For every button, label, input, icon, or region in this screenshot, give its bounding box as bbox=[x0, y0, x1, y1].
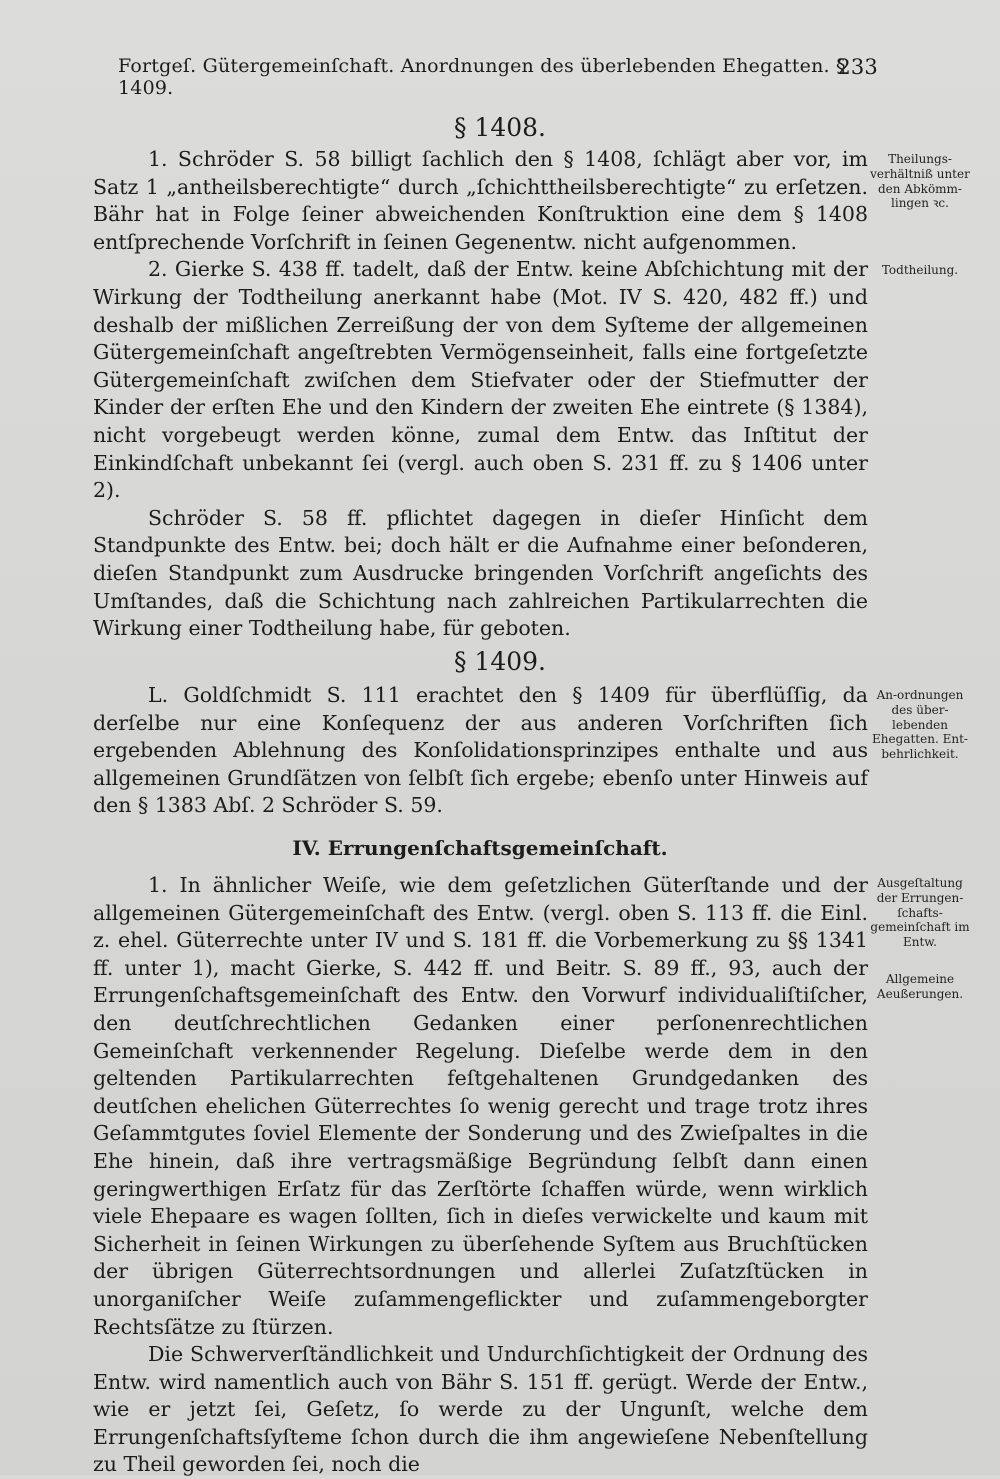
paragraph: 1. Schröder S. 58 billigt ſachlich den § 1408, ſchlägt aber vor, im Satz 1 „antheilsberechtigte“ durch „ſchichttheilsberechtigte“ zu erſetzen. Bähr hat in Folge ſeiner abweichenden Konſtruktion eine dem § 1408 entſprechende Vorſchrift in ſeinen Gegenentw. nicht aufgenommen. bbox=[93, 147, 868, 254]
section-title-1409: § 1409. bbox=[453, 647, 547, 676]
section-body-1409 bbox=[93, 682, 868, 820]
section-title-1408: § 1408. bbox=[453, 113, 547, 142]
margin-note: Theilungs-verhältniß unter den Abkömm-lingen ꝛc. bbox=[870, 152, 970, 211]
margin-note: Todtheilung. bbox=[881, 263, 959, 277]
margin-note: An-ordnungen des über-lebenden Ehegatten. Ent-behrlichkeit. bbox=[872, 688, 968, 762]
paragraph: Die Schwerverſtändlichkeit und Undurchſichtigkeit der Ordnung des Entw. wird namentlich auch von Bähr S. 151 ff. gerügt. Werde der Entw., wie er jetzt ſei, Geſetz, ſo werde zu der Ungunſt, welche dem Errungenſchaftsſyſteme ſchon durch die ihm angewieſene Nebenſtellung zu Theil geworden ſei, noch die bbox=[93, 1342, 868, 1477]
paragraph: 2. Gierke S. 438 ff. tadelt, daß der Entw. keine Abſchichtung mit der Wirkung der Todtheilung anerkannt habe (Mot. IV S. 420, 482 ff.) und deshalb der mißlichen Zerreißung der von dem Syſteme der allgemeinen Gütergemeinſchaft angeſtrebten Vermögenseinheit, falls eine fortgeſetzte Gütergemeinſchaft zwiſchen dem Stiefvater oder der Stiefmutter der Kinder der erſten Ehe und den Kindern der zweiten Ehe eintrete (§ 1384), nicht vorgebeugt werden könne, zumal dem Entw. das Inſtitut der Einkindſchaft unbekannt ſei (vergl. auch oben S. 231 ff. zu § 1406 unter 2). bbox=[93, 257, 868, 503]
running-header bbox=[118, 55, 878, 99]
section-body-1408 bbox=[93, 146, 868, 643]
margin-note: Allgemeine Aeußerungen. bbox=[876, 972, 964, 1001]
paragraph: Schröder S. 58 ff. pflichtet dagegen in dieſer Hinſicht dem Standpunkte des Entw. bei; doch hält er die Aufnahme einer beſonderen, dieſen Standpunkt zum Ausdrucke bringenden Vorſchrift angeſichts des Umſtandes, daß die Schichtung nach zahlreichen Partikularrechten die Wirkung einer Todtheilung habe, für geboten. bbox=[93, 505, 868, 641]
margin-note: Ausgeſtaltung der Errungen-ſchafts-gemeinſchaft im Entw. bbox=[870, 876, 970, 950]
chapter-heading: IV. Errungenſchaftsgemeinſchaft. bbox=[292, 836, 668, 860]
paragraph: 1. In ähnlicher Weiſe, wie dem geſetzlichen Güterſtande und der allgemeinen Gütergemeinſchaft des Entw. (vergl. oben S. 113 ff. die Einl. z. ehel. Güterrechte unter IV und S. 181 ff. die Vorbemerkung zu §§ 1341 ff. unter 1), macht Gierke, S. 442 ff. und Beitr. S. 89 ff., 93, auch der Errungenſchaftsgemeinſchaft des Entw. den Vorwurf individualiſtiſcher, den deutſchrechtlichen Gedanken einer perſonenrechtlichen Gemeinſchaft verkennender Regelung. Dieſelbe werde dem in den geltenden Partikularrechten feſtgehaltenen Grundgedanken des deutſchen ehelichen Güterrechtes ſo wenig gerecht und trage trotz ihres Geſammtgutes ſoviel Elemente der Sonderung und des Zwieſpaltes in die Ehe hinein, daß ihre vertragsmäßige Begründung ſelbſt dann einen geringwerthigen Erſatz für das Zerſtörte ſchaffen würde, wenn wirklich viele Ehepaare es wagen ſollten, ſich in dieſes verwickelte und kaum mit Sicherheit in ſeinen Wirkungen zu überſehende Syſtem aus Bruchſtücken der übrigen Güterrechtsordnungen und allerlei Zuſatzſtücken in unorganiſcher Weiſe zuſammengeflickter und zuſammengeborgter Rechtsſätze zu ſtürzen. bbox=[93, 873, 868, 1339]
page-number: 233 bbox=[837, 55, 878, 79]
section-body-iv bbox=[93, 872, 868, 1479]
paragraph: L. Goldſchmidt S. 111 erachtet den § 1409 für überflüſſig, da derſelbe nur eine Konſequenz der aus anderen Vorſchriften ſich ergebenden Ablehnung des Konſolidationsprinzipes enthalte und aus allgemeinen Grundſätzen von ſelbſt ſich ergebe; ebenſo unter Hinweis auf den § 1383 Abſ. 2 Schröder S. 59. bbox=[93, 683, 868, 818]
running-title: Fortgeſ. Gütergemeinſchaft. Anordnungen des überlebenden Ehegatten. § 1409. bbox=[118, 55, 846, 99]
